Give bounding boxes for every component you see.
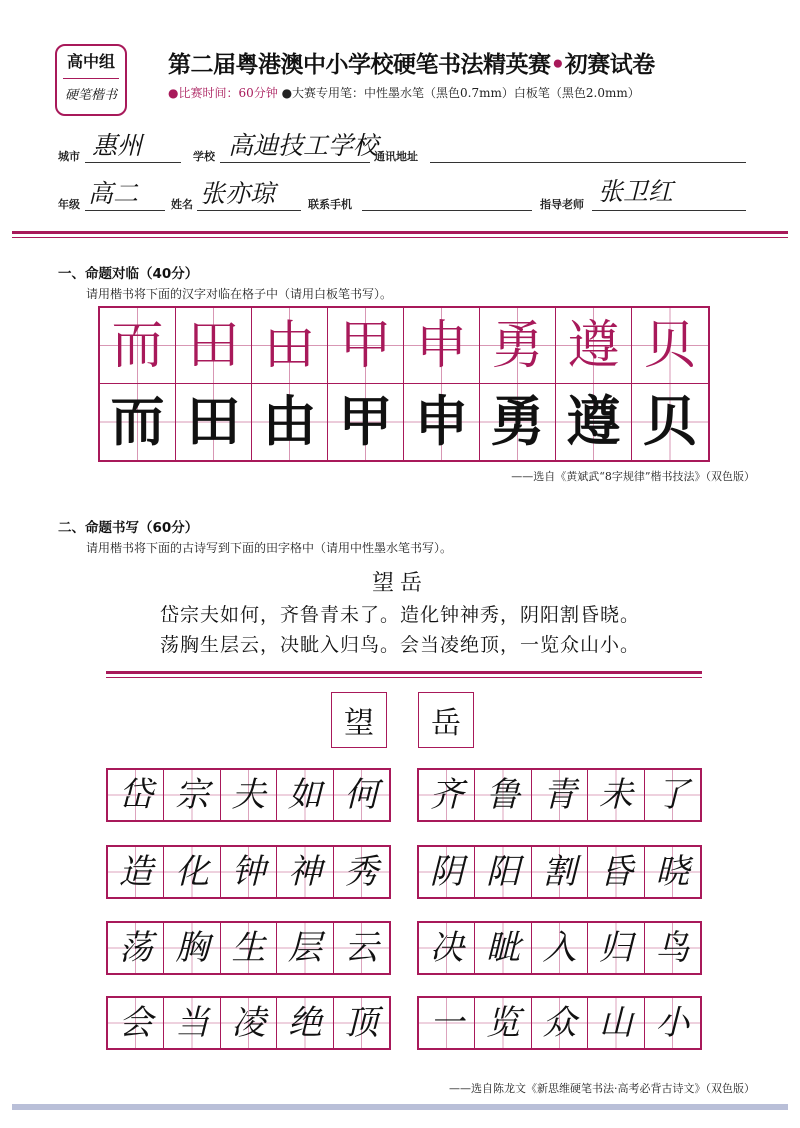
copy-cell bbox=[328, 384, 404, 460]
answer-char: 生 bbox=[231, 928, 266, 968]
header-divider-bottom bbox=[12, 237, 788, 238]
section2-instruction: 请用楷书将下面的古诗写到下面的田字格中（请用中性墨水笔书写）。 bbox=[86, 541, 453, 555]
answer-cell bbox=[164, 923, 220, 973]
answer-cell bbox=[532, 847, 588, 897]
copy-char: 甲 bbox=[338, 390, 393, 453]
answer-title-box bbox=[418, 692, 474, 748]
name-field-line bbox=[197, 210, 301, 211]
answer-cell bbox=[164, 998, 220, 1048]
title-tail: 初赛试卷 bbox=[564, 52, 655, 78]
grade-label: 年级 bbox=[58, 198, 80, 211]
poem-line-1: 岱宗夫如何，齐鲁青未了。造化钟神秀，阴阳割昏晓。 bbox=[159, 604, 640, 626]
copy-grid bbox=[98, 306, 710, 462]
address-label: 通讯地址 bbox=[374, 150, 418, 163]
copy-cell bbox=[556, 384, 632, 460]
teacher-label: 指导老师 bbox=[540, 198, 584, 211]
section2-source: ——选自陈龙文《新思维硬笔书法·高考必背古诗文》（双色版） bbox=[449, 1082, 755, 1095]
answer-cell bbox=[645, 770, 700, 820]
answer-title-char: 望 bbox=[344, 706, 374, 741]
answer-row-right bbox=[417, 921, 702, 975]
answer-cell bbox=[532, 923, 588, 973]
answer-char: 鸟 bbox=[655, 928, 690, 968]
answer-cell bbox=[645, 847, 700, 897]
answer-char: 荡 bbox=[118, 928, 153, 968]
answer-char: 胸 bbox=[175, 928, 210, 968]
answer-cell bbox=[645, 923, 700, 973]
copy-char: 而 bbox=[110, 390, 165, 453]
answer-title-box bbox=[331, 692, 387, 748]
model-char: 由 bbox=[263, 315, 316, 376]
answer-char: 山 bbox=[598, 1003, 633, 1043]
answer-cell bbox=[532, 998, 588, 1048]
school-field-line bbox=[220, 162, 370, 163]
model-cell bbox=[328, 308, 404, 384]
model-char: 而 bbox=[111, 315, 164, 376]
answer-char: 众 bbox=[542, 1003, 577, 1043]
exam-info-line bbox=[168, 84, 640, 101]
answer-cell bbox=[419, 770, 475, 820]
header-divider-top bbox=[12, 231, 788, 234]
answer-char: 造 bbox=[118, 852, 153, 892]
answer-row-left bbox=[106, 921, 391, 975]
answer-char: 割 bbox=[542, 852, 577, 892]
phone-label: 联系手机 bbox=[308, 198, 352, 211]
exam-time: ●比赛时间：60分钟 bbox=[168, 86, 278, 100]
copy-cell bbox=[100, 384, 176, 460]
answer-cell bbox=[475, 847, 531, 897]
answer-cell bbox=[108, 847, 164, 897]
answer-cell bbox=[588, 923, 644, 973]
answer-cell bbox=[277, 847, 333, 897]
answer-cell bbox=[334, 770, 389, 820]
poem-title: 望岳 bbox=[371, 571, 428, 596]
poem-line-2: 荡胸生层云，决眦入归鸟。会当凌绝顶，一览众山小。 bbox=[159, 634, 640, 656]
answer-char: 决 bbox=[429, 928, 464, 968]
badge-group-label: 高中组 bbox=[63, 46, 119, 79]
answer-cell bbox=[277, 998, 333, 1048]
answer-cell bbox=[588, 998, 644, 1048]
phone-field bbox=[362, 210, 532, 211]
answer-char: 当 bbox=[175, 1003, 210, 1043]
answer-cell bbox=[419, 847, 475, 897]
answer-cell bbox=[588, 847, 644, 897]
answer-char: 会 bbox=[118, 1003, 153, 1043]
badge-style-label: 硬笔楷书 bbox=[64, 88, 117, 103]
answer-cell bbox=[334, 923, 389, 973]
answer-cell bbox=[221, 923, 277, 973]
copy-cell bbox=[404, 384, 480, 460]
teacher-value: 张卫红 bbox=[598, 177, 674, 206]
section1-source: ——选自《黄斌武“8字规律”楷书技法》（双色版） bbox=[511, 470, 755, 483]
model-cell bbox=[176, 308, 252, 384]
exam-pens: ●大赛专用笔：中性墨水笔（黑色0.7mm）白板笔（黑色2.0mm） bbox=[281, 86, 640, 100]
name-value: 张亦琼 bbox=[200, 179, 276, 208]
answer-char: 入 bbox=[542, 928, 577, 968]
answer-char: 鲁 bbox=[486, 775, 521, 815]
model-cell bbox=[556, 308, 632, 384]
answer-row-left bbox=[106, 996, 391, 1050]
answer-cell bbox=[475, 923, 531, 973]
school-value: 高迪技工学校 bbox=[228, 131, 379, 160]
city-label: 城市 bbox=[58, 150, 80, 163]
copy-cell bbox=[632, 384, 708, 460]
answer-char: 阴 bbox=[429, 852, 464, 892]
answer-cell bbox=[164, 847, 220, 897]
answer-char: 览 bbox=[486, 1003, 521, 1043]
answer-cell bbox=[277, 770, 333, 820]
model-char: 贝 bbox=[643, 315, 696, 376]
answer-row-right bbox=[417, 845, 702, 899]
answer-char: 青 bbox=[542, 775, 577, 815]
answer-cell bbox=[419, 923, 475, 973]
answer-char: 层 bbox=[287, 928, 322, 968]
answer-cell bbox=[221, 998, 277, 1048]
answer-char: 齐 bbox=[429, 775, 464, 815]
answer-cell bbox=[221, 847, 277, 897]
answer-char: 顶 bbox=[344, 1003, 379, 1043]
bottom-bar bbox=[12, 1104, 788, 1110]
copy-char: 勇 bbox=[490, 390, 545, 453]
copy-char: 田 bbox=[186, 390, 241, 453]
model-char: 遵 bbox=[567, 315, 620, 376]
answer-char: 凌 bbox=[231, 1003, 266, 1043]
answer-char: 钟 bbox=[231, 852, 266, 892]
answer-cell bbox=[588, 770, 644, 820]
answer-cell bbox=[334, 998, 389, 1048]
answer-char: 夫 bbox=[231, 775, 266, 815]
answer-char: 宗 bbox=[175, 775, 210, 815]
answer-char: 秀 bbox=[344, 852, 379, 892]
answer-cell bbox=[419, 998, 475, 1048]
answer-cell bbox=[334, 847, 389, 897]
city-field-line bbox=[85, 162, 181, 163]
answer-cell bbox=[164, 770, 220, 820]
answer-row-right bbox=[417, 768, 702, 822]
model-cell bbox=[632, 308, 708, 384]
copy-char: 贝 bbox=[643, 390, 697, 453]
copy-char: 申 bbox=[414, 390, 469, 453]
grade-value: 高二 bbox=[88, 179, 139, 208]
model-cell bbox=[404, 308, 480, 384]
section1-instruction: 请用楷书将下面的汉字对临在格子中（请用白板笔书写）。 bbox=[86, 287, 393, 301]
answer-char: 化 bbox=[175, 852, 210, 892]
answer-cell bbox=[277, 923, 333, 973]
answer-char: 小 bbox=[655, 1003, 690, 1043]
answer-char: 晓 bbox=[655, 852, 690, 892]
copy-cell bbox=[252, 384, 328, 460]
poem-divider-bottom bbox=[106, 677, 702, 678]
name-label: 姓名 bbox=[171, 198, 193, 211]
answer-row-right bbox=[417, 996, 702, 1050]
answer-char: 眦 bbox=[486, 928, 521, 968]
category-badge bbox=[55, 44, 127, 116]
answer-char: 绝 bbox=[287, 1003, 322, 1043]
answer-cell bbox=[475, 998, 531, 1048]
answer-char: 云 bbox=[344, 928, 379, 968]
teacher-field-line bbox=[592, 210, 746, 211]
model-char: 申 bbox=[415, 315, 468, 376]
copy-char: 由 bbox=[262, 390, 317, 453]
address-field bbox=[430, 162, 746, 163]
answer-row-left bbox=[106, 845, 391, 899]
city-value: 惠州 bbox=[92, 131, 143, 160]
answer-char: 未 bbox=[598, 775, 633, 815]
answer-char: 归 bbox=[598, 928, 633, 968]
answer-cell bbox=[645, 998, 700, 1048]
answer-char: 何 bbox=[344, 775, 379, 815]
model-char: 勇 bbox=[491, 315, 544, 376]
model-cell bbox=[100, 308, 176, 384]
answer-title-char: 岳 bbox=[431, 706, 461, 741]
page-title bbox=[168, 46, 655, 79]
answer-cell bbox=[532, 770, 588, 820]
answer-cell bbox=[108, 923, 164, 973]
answer-char: 了 bbox=[655, 775, 690, 815]
answer-cell bbox=[108, 998, 164, 1048]
model-cell bbox=[252, 308, 328, 384]
copy-char: 遵 bbox=[566, 390, 621, 453]
grade-field-line bbox=[85, 210, 165, 211]
section2-title: 二、命题书写（60分） bbox=[58, 520, 199, 536]
answer-char: 如 bbox=[287, 775, 322, 815]
title-dot: • bbox=[550, 52, 565, 78]
section1-title: 一、命题对临（40分） bbox=[58, 266, 199, 282]
model-char: 田 bbox=[187, 315, 240, 376]
copy-cell bbox=[176, 384, 252, 460]
answer-char: 昏 bbox=[598, 852, 633, 892]
answer-char: 神 bbox=[287, 852, 322, 892]
answer-row-left bbox=[106, 768, 391, 822]
school-label: 学校 bbox=[193, 150, 215, 163]
model-cell bbox=[480, 308, 556, 384]
answer-cell bbox=[475, 770, 531, 820]
answer-char: 阳 bbox=[486, 852, 521, 892]
model-char: 甲 bbox=[339, 315, 392, 376]
copy-cell bbox=[480, 384, 556, 460]
title-main: 第二届粤港澳中小学校硬笔书法精英赛 bbox=[168, 52, 551, 78]
poem-divider-top bbox=[106, 671, 702, 674]
answer-char: 一 bbox=[429, 1003, 464, 1043]
answer-cell bbox=[108, 770, 164, 820]
answer-cell bbox=[221, 770, 277, 820]
answer-char: 岱 bbox=[118, 775, 153, 815]
